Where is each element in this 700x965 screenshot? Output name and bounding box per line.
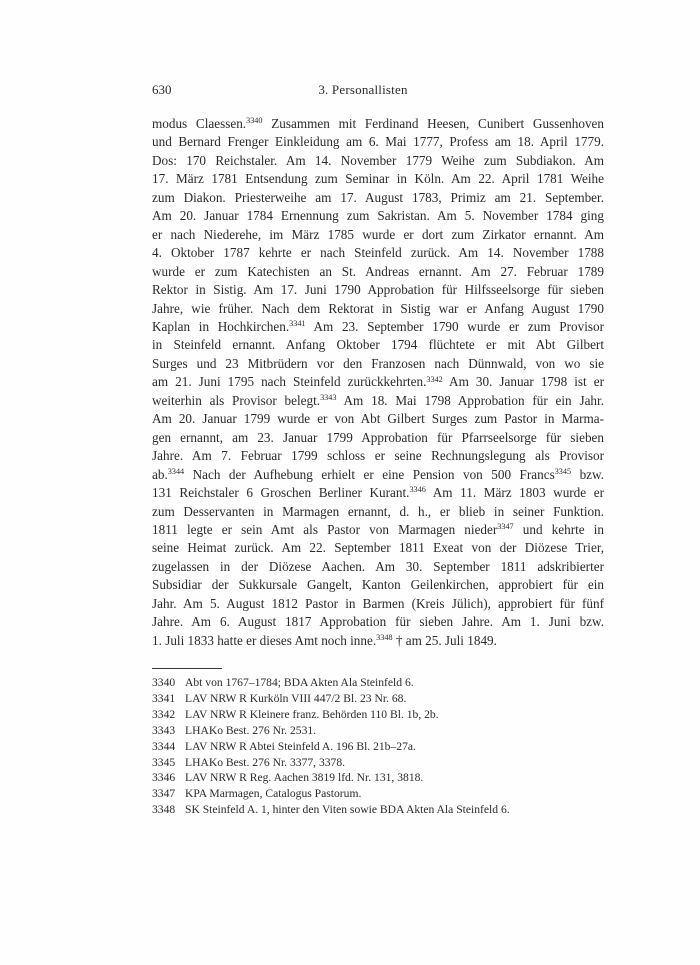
footnote-text: KPA Marmagen, Catalogus Pastorum. xyxy=(185,787,362,801)
body-text-line: und Bernard Frenger Einkleidung am 6. Mai 1777, Profess am 18. April 1779. xyxy=(152,134,604,150)
footnote-reference: 3346 xyxy=(409,485,426,495)
body-text-line: Rektor in Sistig. Am 17. Juni 1790 Approbation für Hilfsseelsorge für sieben xyxy=(152,282,604,298)
footnote-text: LAV NRW R Kleinere franz. Behörden 110 Bl. 1b, 2b. xyxy=(185,707,439,721)
footnote-number: 3340 xyxy=(152,676,176,689)
page-number: 630 xyxy=(152,82,172,97)
footnote-item xyxy=(152,770,622,786)
footnote-text: LHAKo Best. 276 Nr. 3377, 3378. xyxy=(185,755,346,769)
footnote-reference: 3347 xyxy=(497,522,514,532)
footnote-number: 3343 xyxy=(152,723,176,737)
body-text-line: weiterhin als Provisor belegt.$^{3343}$ Am 18. Mai 1798 Approbation für ein Jahr. xyxy=(152,392,604,408)
footnote-item xyxy=(152,691,622,707)
footnote-separator xyxy=(152,668,222,669)
footnote-text: LAV NRW R Kurköln VIII 447/2 Bl. 23 Nr. 68. xyxy=(185,691,407,705)
footnote-number: 3342 xyxy=(152,707,176,721)
body-text-line: wurde er zum Katechisten an St. Andreas ernannt. Am 27. Februar 1789 xyxy=(152,263,604,279)
footnote-item xyxy=(152,723,622,739)
body-text-line: seine Heimat zurück. Am 22. September 1811 Exeat von der Diözese Trier, xyxy=(152,540,604,556)
body-text-line: zum Diakon. Priesterweihe am 17. August 1783, Primiz am 21. September. xyxy=(152,189,604,205)
footnote-item xyxy=(152,707,622,723)
footnote-text: Abt von 1767–1784; BDA Akten Ala Steinfeld 6. xyxy=(185,676,414,689)
footnote-item xyxy=(152,755,622,771)
footnote-text: SK Steinfeld A. 1, hinter den Viten sowie BDA Akten Ala Steinfeld 6. xyxy=(185,803,510,817)
footnote-list xyxy=(152,675,622,818)
body-text-line: Surges und 23 Mitbrüdern vor den Franzosen nach Dünnwald, von wo sie xyxy=(152,355,604,371)
body-text-line: 1. Juli 1833 hatte er dieses Amt noch inne.$^{3348}$ † am 25. Juli 1849. xyxy=(152,632,497,648)
footnote-number: 3346 xyxy=(152,771,176,785)
body-text-line: er nach Niederehe, im März 1785 wurde er dort zum Zirkator ernannt. Am xyxy=(152,226,604,242)
footnote-reference: 3345 xyxy=(554,467,572,477)
body-text-line: Dos: 170 Reichstaler. Am 14. November 1779 Weihe zum Subdiakon. Am xyxy=(152,152,604,168)
running-header: 3. Personallisten xyxy=(318,82,408,97)
body-text-line: am 21. Juni 1795 nach Steinfeld zurückkehrten.$^{3342}$ Am 30. Januar 1798 ist er xyxy=(152,374,604,390)
body-text-line: zugelassen in der Diözese Aachen. Am 30. September 1811 adskribierter xyxy=(152,558,604,574)
footnote-item xyxy=(152,802,622,818)
footnote-number: 3347 xyxy=(152,787,176,801)
body-text-line: Am 20. Januar 1784 Ernennung zum Sakristan. Am 5. November 1784 ging xyxy=(152,208,604,224)
footnote-number: 3345 xyxy=(152,755,176,769)
body-text-line: Jahre, wie früher. Nach dem Rektorat in Sistig war er Anfang August 1790 xyxy=(152,300,604,316)
footnote-text: LAV NRW R Abtei Steinfeld A. 196 Bl. 21b–27a. xyxy=(185,739,416,753)
footnote-reference: 3340 xyxy=(246,116,263,126)
footnote-reference: 3343 xyxy=(320,393,337,403)
body-text-line: Kaplan in Hochkirchen.$^{3341}$ Am 23. September 1790 wurde er zum Provisor xyxy=(152,318,604,334)
body-text-line: zum Desservanten in Marmagen ernannt, d. h., er blieb in seiner Funktion. xyxy=(152,503,604,519)
body-text-line: 17. März 1781 Entsendung zum Seminar in Köln. Am 22. April 1781 Weihe xyxy=(152,171,604,187)
body-text-line: Jahre. Am 6. August 1817 Approbation für sieben Jahre. Am 1. Juni bzw. xyxy=(152,614,604,630)
footnote-text: LHAKo Best. 276 Nr. 2531. xyxy=(185,723,317,737)
footnote-item xyxy=(152,675,622,691)
body-text-line: in Steinfeld ernannt. Anfang Oktober 1794 flüchtete er mit Abt Gilbert xyxy=(152,337,604,353)
body-text xyxy=(152,115,604,650)
body-text-line: modus Claessen.$^{3340}$ Zusammen mit Ferdinand Heesen, Cunibert Gussenhoven xyxy=(152,116,604,131)
footnote-reference: 3344 xyxy=(167,467,185,477)
body-text-line: gen ernannt, am 23. Januar 1799 Approbation für Pfarrseelsorge für sieben xyxy=(152,429,604,445)
footnote-reference: 3341 xyxy=(289,319,306,329)
footnote-item xyxy=(152,739,622,755)
body-text-line: 4. Oktober 1787 kehrte er nach Steinfeld zurück. Am 14. November 1788 xyxy=(152,245,604,261)
body-text-line: Subsidiar der Sukkursale Gangelt, Kanton Geilenkirchen, approbiert für ein xyxy=(152,577,604,593)
footnote-item xyxy=(152,786,622,802)
body-text-line: Jahr. Am 5. August 1812 Pastor in Barmen (Kreis Jülich), approbiert für fünf xyxy=(152,595,604,611)
body-text-line: Am 20. Januar 1799 wurde er von Abt Gilbert Surges zum Pastor in Marma- xyxy=(152,411,604,427)
footnote-number: 3344 xyxy=(152,739,176,753)
body-text-line: Jahre. Am 7. Februar 1799 schloss er seine Rechnungslegung als Provisor xyxy=(152,448,604,464)
footnote-text: LAV NRW R Reg. Aachen 3819 lfd. Nr. 131, 3818. xyxy=(185,771,424,785)
footnote-reference: 3348 xyxy=(376,633,393,643)
footnote-reference: 3342 xyxy=(426,374,443,384)
body-text-line: 1811 legte er sein Amt als Pastor von Marmagen nieder$^{3347}$ und kehrte in xyxy=(152,521,604,537)
body-text-line: ab.$^{3344}$ Nach der Aufhebung erhielt er eine Pension von 500 Francs$^{3345}$ bzw. xyxy=(152,466,604,482)
body-text-line: 131 Reichstaler 6 Groschen Berliner Kurant.$^{3346}$ Am 11. März 1803 wurde er xyxy=(152,485,604,501)
footnote-number: 3341 xyxy=(152,691,176,705)
footnote-number: 3348 xyxy=(152,803,176,817)
